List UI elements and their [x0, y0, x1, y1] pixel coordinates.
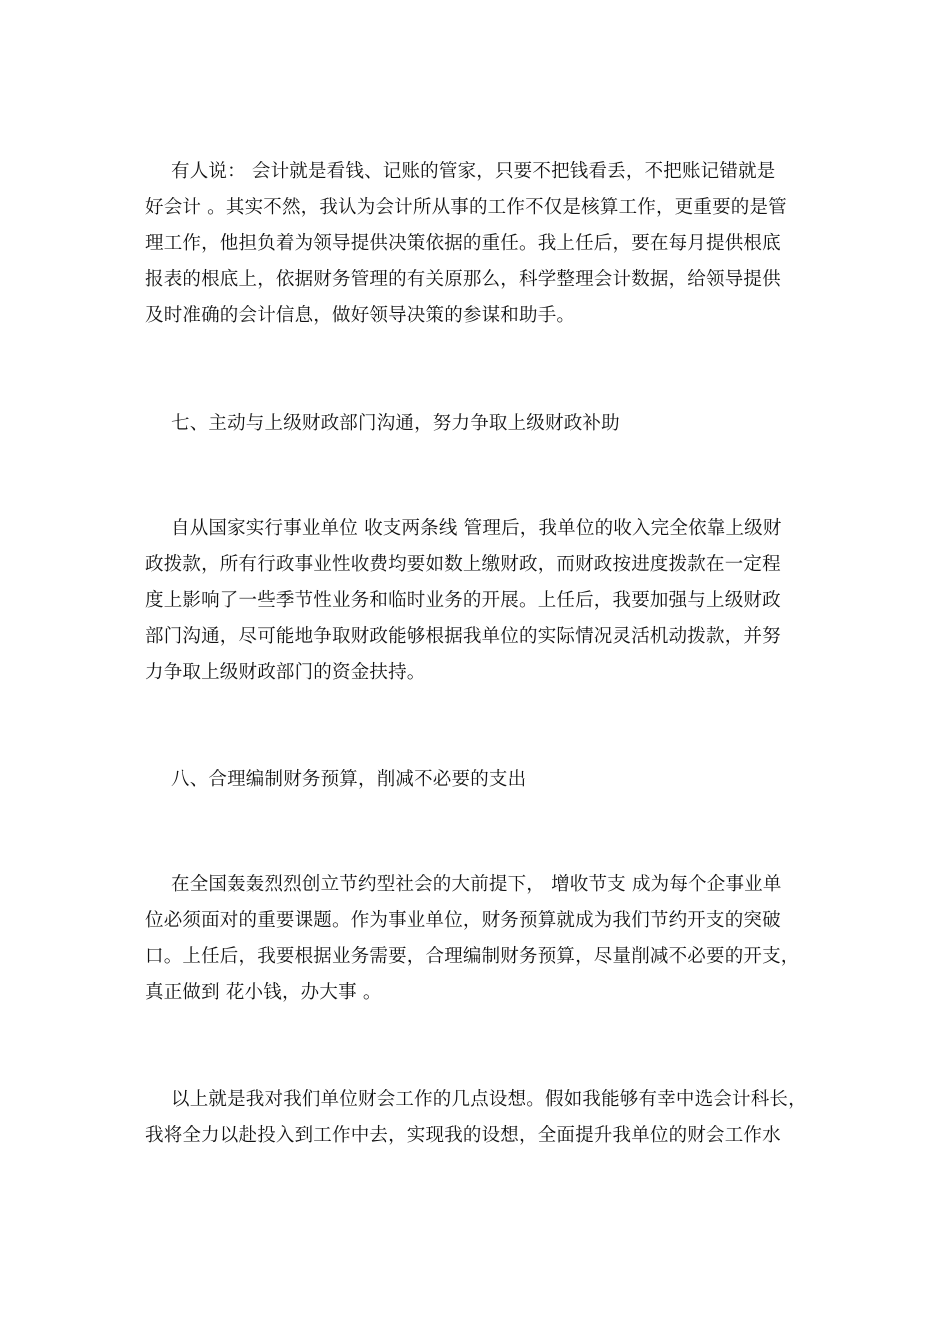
paragraph-line: 好会计 。其实不然，我认为会计所从事的工作不仅是核算工作，更重要的是管	[145, 197, 787, 218]
paragraph-line: 力争取上级财政部门的资金扶持。	[145, 662, 426, 683]
paragraph-line: 报表的根底上，依据财务管理的有关原那么，科学整理会计数据，给领导提供	[145, 269, 781, 290]
paragraph-line: 及时准确的会计信息，做好领导决策的参谋和助手。	[145, 305, 576, 326]
paragraph-line: 我将全力以赴投入到工作中去，实现我的设想，全面提升我单位的财会工作水	[145, 1125, 781, 1146]
paragraph-line: 政拨款，所有行政事业性收费均要如数上缴财政，而财政按进度拨款在一定程	[145, 554, 781, 575]
paragraph-line: 自从国家实行事业单位 收支两条线 管理后，我单位的收入完全依靠上级财	[171, 518, 782, 539]
paragraph-line: 口。上任后，我要根据业务需要，合理编制财务预算，尽量削减不必要的开支，	[145, 946, 800, 967]
paragraph-line: 以上就是我对我们单位财会工作的几点设想。假如我能够有幸中选会计科长，	[171, 1089, 807, 1110]
paragraph-line: 部门沟通，尽可能地争取财政能够根据我单位的实际情况灵活机动拨款，并努	[145, 626, 781, 647]
paragraph-line: 在全国轰轰烈烈创立节约型社会的大前提下， 增收节支 成为每个企事业单	[171, 874, 782, 895]
section-heading: 八、合理编制财务预算，削减不必要的支出	[171, 769, 527, 790]
paragraph-line: 度上影响了一些季节性业务和临时业务的开展。上任后，我要加强与上级财政	[145, 590, 781, 611]
paragraph-line: 有人说： 会计就是看钱、记账的管家，只要不把钱看丢，不把账记错就是	[171, 161, 776, 182]
paragraph-line: 真正做到 花小钱，办大事 。	[145, 982, 382, 1003]
paragraph-line: 位必须面对的重要课题。作为事业单位，财务预算就成为我们节约开支的突破	[145, 910, 781, 931]
section-heading: 七、主动与上级财政部门沟通，努力争取上级财政补助	[171, 413, 620, 434]
paragraph-line: 理工作，他担负着为领导提供决策依据的重任。我上任后，要在每月提供根底	[145, 233, 781, 254]
